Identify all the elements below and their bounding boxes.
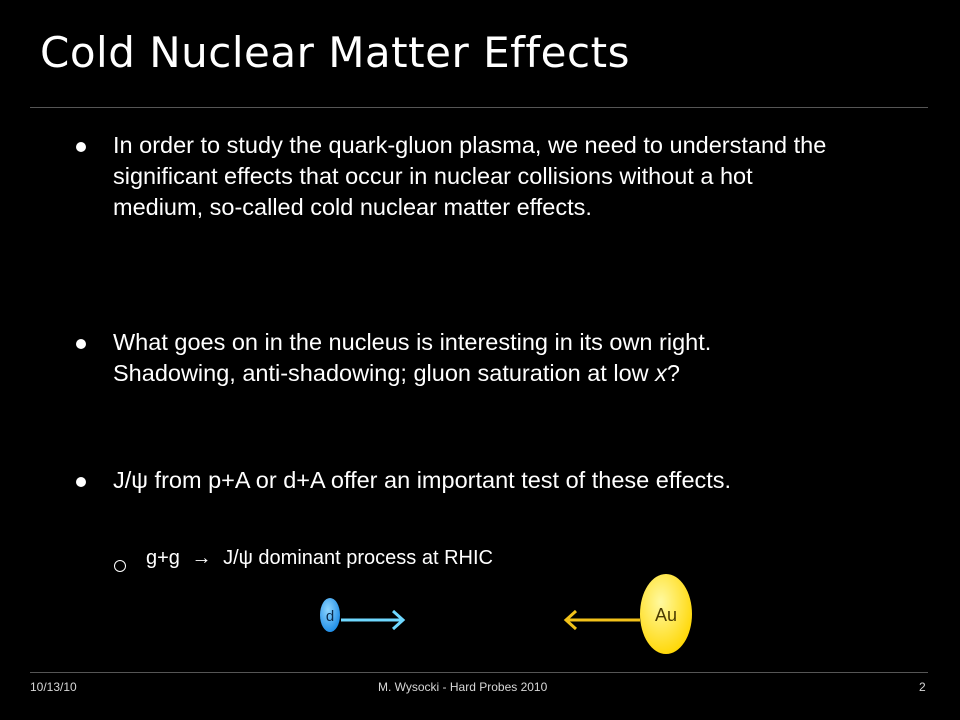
gold-arrow-icon [566,611,640,629]
page-number: 2 [919,680,926,694]
slide-title: Cold Nuclear Matter Effects [40,28,630,77]
question-mark: ? [666,360,680,386]
variable-x: x [655,360,667,386]
sub-bullet-right: J/ψ dominant process at RHIC [223,547,493,569]
bullet-text-2-line2: Shadowing, anti-shadowing; gluon saturation at low [113,360,649,386]
right-arrow-icon: → [191,547,212,569]
gold-label: Au [654,605,678,625]
deuteron-label: d [325,608,335,625]
sub-bullet-left: g+g [146,547,180,569]
deuteron-arrow-icon [341,611,403,629]
footer-divider [30,672,928,673]
bullet-text-1: In order to study the quark-gluon plasma, we need to understand the significant effects that occur in nuclear collisions without a hot medium, so-called cold nuclear matter effects. [113,132,827,220]
footer-author: M. Wysocki - Hard Probes 2010 [378,680,548,694]
bullet-text-2-line1: What goes on in the nucleus is interesting in its own right. [113,329,712,355]
bullet-text-3: J/ψ from p+A or d+A offer an important test of these effects. [113,467,732,493]
footer-date: 10/13/10 [30,680,77,694]
